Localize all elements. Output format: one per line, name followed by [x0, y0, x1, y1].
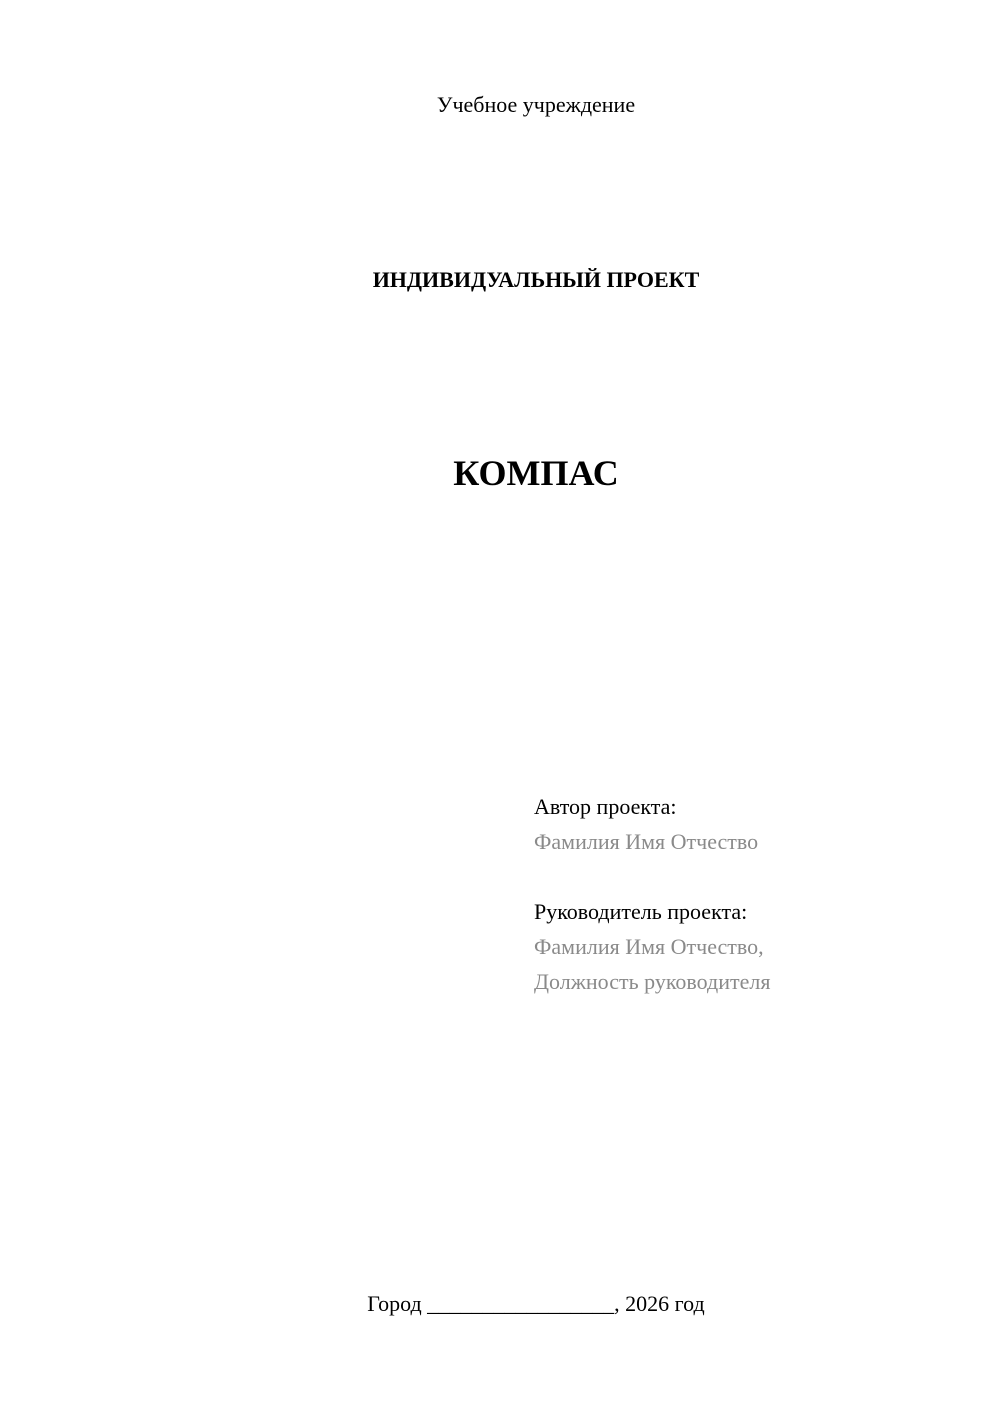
- project-info-block: [534, 789, 770, 999]
- supervisor-position-placeholder: Должность руководителя: [534, 969, 771, 994]
- project-title: КОМПАС: [453, 453, 619, 493]
- supervisor-label: Руководитель проекта:: [534, 899, 748, 924]
- author-label: Автор проекта:: [534, 794, 677, 819]
- document-type-heading: ИНДИВИДУАЛЬНЫЙ ПРОЕКТ: [372, 267, 700, 292]
- institution-name: Учебное учреждение: [436, 92, 636, 117]
- supervisor-name-placeholder: Фамилия Имя Отчество,: [534, 934, 764, 959]
- spacer: [534, 859, 770, 894]
- city-year-footer: Город _________________, 2026 год: [367, 1291, 705, 1316]
- author-name-placeholder: Фамилия Имя Отчество: [534, 829, 759, 854]
